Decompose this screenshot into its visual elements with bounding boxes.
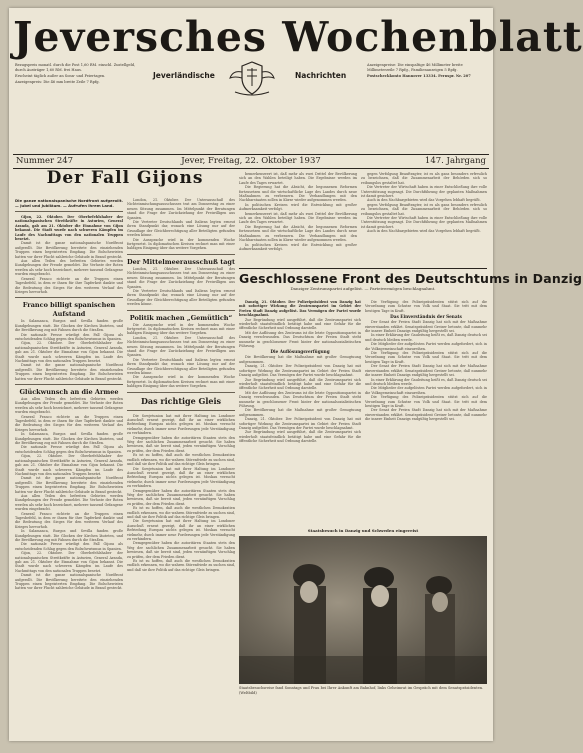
- danzig-column-b: [365, 300, 487, 524]
- dateline: [13, 154, 489, 169]
- photo-image: [239, 536, 487, 684]
- paragraph: gegen Verfolgung Beauftragter, ist es als ganz besonders erfreulich zu bezeichnen, daß die Zusammenarbeit der Behörden sich so reibungslos gestaltet hat.: [361, 172, 487, 185]
- paragraph: Aus allen Teilen des befreiten Gebietes werden Kundgebungen der Freude gemeldet. Die Verluste der Roten werden als sehr hoch bezeichnet, mehrere tausend Gefangene wurden eingebracht.: [15, 493, 123, 512]
- section-heading: Der Mittelmeerausschuß tagt: [127, 257, 235, 266]
- paragraph: bemerkenswert ist, daß mehr als zwei Drittel der Bevölkerung sich an den Wahlen beteiligt haben. Die Ergebnisse werden im Laufe des Tages erwartet.: [239, 211, 357, 225]
- section-heading: Das Einverständnis der Senats: [390, 314, 462, 320]
- subhead: Die ganze nationalspanische Nordfront aufgerollt. — Jubel und Jubiläum. — Aufrufen ihrem Land.: [15, 198, 123, 208]
- issue-date: Jever, Freitag, 22. Oktober 1937: [181, 156, 321, 166]
- paragraph: Danzig, 21. Oktober. Der Polizeipräsident von Danzig hat mit sofortiger Wirkung die Zentrumspartei im Gebiet der Freien Stadt Danzig aufgelöst. Das Vermögen der Partei wurde beschlagnahmt.: [239, 417, 361, 430]
- headline-danzig: [239, 271, 583, 295]
- paragraph: Die Vertreter der Wirtschaft haben in einer Entschließung ihre volle Unterstützung zugesagt. Die Durchführung der geplanten Maßnahmen ist damit gesichert.: [361, 216, 487, 229]
- newspaper-title: Jeversches Wochenblatt: [13, 13, 583, 61]
- headline-text: Geschlossene Front des Deutschtums in Danzig: [239, 271, 583, 286]
- paragraph: In Salamanca, Burgos und Sevilla fanden große Kundgebungen statt. Die Glocken der Kirchen läuteten, und die Bevölkerung zog mit Fahnen durch die Straßen.: [15, 319, 123, 333]
- region-label-left: Jeverländische: [153, 71, 215, 80]
- paragraph: Die Verfügung des Polizeipräsidenten stützt sich auf die Verordnung zum Schutze von Volk und Staat. Sie tritt mit dem heutigen Tage in Kraft.: [365, 300, 487, 313]
- paragraph: Die Vertreter Deutschlands und Italiens legten erneut ihren Standpunkt dar, wonach eine Lösung nur auf der Grundlage der Gleichberechtigung aller Beteiligten gefunden werden könne.: [127, 357, 235, 375]
- paragraph: Die Vertreter Deutschlands und Italiens legten erneut ihren Standpunkt dar, wonach eine Lösung nur auf der Grundlage der Gleichberechtigung aller Beteiligten gefunden werden könne.: [127, 220, 235, 238]
- column-1: [15, 198, 123, 591]
- paragraph: Die Aussprache wird in der kommenden Woche fortgesetzt. In diplomatischen Kreisen rechnet man mit einer baldigen Einigung über das weitere Vorgehen.: [127, 237, 235, 251]
- issue-number: Nummer 247: [16, 156, 74, 166]
- photo-title: Staatsbesuch in Danzig und Schweden eingereist: [307, 528, 419, 533]
- paragraph: Mit der Auflösung des Zentrums ist die letzte Oppositionspartei in Danzig verschwunden. Das Deutschtum der Freien Stadt steht nunmehr in geschlossener Front hinter der nationalsozialistischen Führung.: [239, 390, 361, 408]
- paragraph: In politischen Kreisen wird die Entwicklung mit großer Aufmerksamkeit verfolgt.: [239, 202, 357, 212]
- paragraph: Die Regierung hat die Absicht, die begonnenen Reformen fortzusetzen und die wirtschaftliche Lage des Landes durch neue Maßnahmen zu verbessern. Die Verhandlungen mit den Nachbarstaaten sollen in Kürze wieder aufgenommen werden.: [239, 185, 357, 203]
- paragraph: Die Verfügung des Polizeipräsidenten stützt sich auf die Verordnung zum Schutze von Volk und Staat. Sie tritt mit dem heutigen Tage in Kraft.: [365, 351, 487, 364]
- paragraph: Aus allen Teilen des befreiten Gebietes werden Kundgebungen der Freude gemeldet. Die Verluste der Roten werden als sehr hoch bezeichnet, mehrere tausend Gefangene wurden eingebracht.: [15, 397, 123, 415]
- section-heading: Franco billigt spanischen Aufstand: [22, 301, 116, 319]
- paragraph: Es ist zu hoffen, daß auch die westlichen Demokratien endlich erkennen, wo die wahren Störenfriede zu suchen sind, und daß sie ihre Politik auf das richtige Gleis bringen.: [127, 506, 235, 519]
- section-heading: Politik machen „Gemütlich“: [129, 313, 233, 322]
- paragraph: Zur Begründung wird ausgeführt, daß die Zentrumspartei sich wiederholt staatsfeindlich betätigt habe und eine Gefahr für die öffentliche Sicherheit und Ordnung darstelle.: [239, 377, 361, 391]
- paragraph: Demgegenüber haben die autoritären Staaten stets den Weg der sachlichen Zusammenarbeit gesucht. Sie haben bewiesen, daß sie bereit sind, jeden vernünftigen Vorschlag zu prüfen, der dem Frieden dient.: [127, 541, 235, 559]
- newspaper-page: [9, 8, 583, 741]
- paragraph: Die Mitglieder der aufgelösten Partei werden aufgefordert, sich in die Volksgemeinschaft einzureihen.: [365, 386, 487, 395]
- paragraph: In Salamanca, Burgos und Sevilla fanden große Kundgebungen statt. Die Glocken der Kirchen läuteten, und die Bevölkerung zog mit Fahnen durch die Straßen.: [15, 432, 123, 446]
- paragraph: In einer Erklärung der Gauleitung heißt es, daß Danzig deutsch sei und deutsch bleiben werde.: [365, 377, 487, 386]
- danzig-column-a: [239, 300, 361, 524]
- paragraph: Die Sowjetunion hat mit ihrer Haltung im Londoner Ausschuß erneut gezeigt, daß ihr an einer wirklichen Befriedung Europas nichts gelegen ist. Moskau versucht vielmehr, durch immer neue Forderungen jede Verständigung zu verhindern.: [127, 519, 235, 541]
- region-label-right: Nachrichten: [295, 71, 347, 80]
- paragraph: In Salamanca, Burgos und Sevilla fanden große Kundgebungen statt. Die Glocken der Kirchen läuteten, und die Bevölkerung zog mit Fahnen durch die Straßen.: [15, 529, 123, 542]
- headline-fall-gijons: [15, 168, 235, 194]
- paragraph: Die nationale Presse würdigt den Fall Gijons als entscheidenden Schlag gegen den Bolschewismus in Spanien.: [15, 445, 123, 454]
- paragraph: In politischen Kreisen wird die Entwicklung mit großer Aufmerksamkeit verfolgt.: [239, 242, 357, 251]
- paragraph: Es ist zu hoffen, daß auch die westlichen Demokratien endlich erkennen, wo die wahren Störenfriede zu suchen sind, und daß sie ihre Politik auf das richtige Gleis bringen.: [127, 453, 235, 467]
- paragraph: London, 21. Oktober. Der Unterausschuß des Nichteinmischungsausschusses trat am Donnerstag zu einer neuen Sitzung zusammen. Im Mittelpunkt der Beratungen stand die Frage der Zurückziehung der Freiwilligen aus Spanien.: [127, 266, 235, 289]
- paragraph: Die Regierung hat die Absicht, die begonnenen Reformen fortzusetzen und die wirtschaftliche Lage des Landes durch neue Maßnahmen zu verbessern. Die Verhandlungen mit den Nachbarstaaten sollen in Kürze wieder aufgenommen werden.: [239, 224, 357, 243]
- paragraph: Auch in den Nachbargebieten wird das Vorgehen lebhaft begrüßt.: [367, 198, 481, 203]
- note: Anzeigenpreis: Die 46 mm breite Zeile 7 Rpfg.: [15, 80, 100, 84]
- headline-text: Der Fall Gijons: [46, 168, 204, 188]
- paragraph: General Franco richtete an die Truppen einen Tagesbefehl, in dem er ihnen für ihre Tapferkeit dankte und die Bedeutung des Sieges für den weiteren Verlauf des Krieges hervorhob.: [15, 511, 123, 529]
- coat-of-arms-icon: [227, 58, 277, 100]
- paragraph: Die Verfügung des Polizeipräsidenten stützt sich auf die Verordnung zum Schutze von Volk und Staat. Sie tritt mit dem heutigen Tage in Kraft.: [365, 395, 487, 408]
- masthead: [13, 11, 583, 109]
- paragraph: Auch in den Nachbargebieten wird das Vorgehen lebhaft begrüßt.: [367, 229, 481, 234]
- paragraph: Damit ist die ganze nationalspanische Nordfront aufgerollt. Die Bevölkerung bereitete den einziehenden Truppen einen begeisterten Empfang. Die Bolschewisten hatten vor ihrer Flucht zahlreiche Gebäude in Brand gesteckt.: [15, 573, 123, 591]
- paragraph: Die Aussprache wird in der kommenden Woche fortgesetzt. In diplomatischen Kreisen rechnet man mit einer baldigen Einigung über das weitere Vorgehen.: [127, 375, 235, 389]
- paragraph: General Franco richtete an die Truppen einen Tagesbefehl, in dem er ihnen für ihre Tapferkeit dankte und die Bedeutung des Sieges für den weiteren Verlauf des Krieges hervorhob.: [15, 276, 123, 294]
- paragraph: Gijon, 22. Oktober. Der Oberbefehlshaber der nationalspanischen Streitkräfte in Asturien, General Aranda, gab am 21. Oktober die Einnahme von Gijon bekannt. Die Stadt wurde nach schweren Kämpfen im Laufe des Nachmittags von den nationalen Truppen besetzt.: [15, 341, 123, 363]
- note: Erscheint täglich außer an Sonn- und Feiertagen.: [15, 74, 106, 78]
- paragraph: In einer Erklärung der Gauleitung heißt es, daß Danzig deutsch sei und deutsch bleiben werde.: [365, 333, 487, 342]
- paragraph: Es ist zu hoffen, daß auch die westlichen Demokratien endlich erkennen, wo die wahren Störenfriede zu suchen sind, und daß sie ihre Politik auf das richtige Gleis bringen.: [127, 559, 235, 572]
- paragraph: Danzig, 21. Oktober. Der Polizeipräsident von Danzig hat mit sofortiger Wirkung die Zentrumspartei im Gebiet der Freien Stadt Danzig aufgelöst. Das Vermögen der Partei wurde beschlagnahmt.: [239, 300, 361, 318]
- paragraph: gegen Verfolgung Beauftragter, ist es als ganz besonders erfreulich zu bezeichnen, daß die Zusammenarbeit der Behörden sich so reibungslos gestaltet hat.: [361, 202, 487, 216]
- paragraph: Damit ist die ganze nationalspanische Nordfront aufgerollt. Die Bevölkerung bereitete den einziehenden Truppen einen begeisterten Empfang. Die Bolschewisten hatten vor ihrer Flucht zahlreiche Gebäude in Brand gesteckt.: [15, 476, 123, 494]
- paragraph: Damit ist die ganze nationalspanische Nordfront aufgerollt. Die Bevölkerung bereitete den einziehenden Truppen einen begeisterten Empfang. Die Bolschewisten hatten vor ihrer Flucht zahlreiche Gebäude in Brand gesteckt.: [15, 241, 123, 259]
- note: Bezugspreis monatl. durch die Post 1,60 RM. einschl. Zustellgeld, durch Austräger 1,60 RM. frei Haus.: [15, 63, 136, 72]
- masthead-left-notes: [15, 63, 137, 86]
- section-heading: Glückwunsch an die Armee: [19, 388, 119, 396]
- paragraph: Danzig, 21. Oktober. Der Polizeipräsident von Danzig hat mit sofortiger Wirkung die Zentrumspartei im Gebiet der Freien Stadt Danzig aufgelöst. Das Vermögen der Partei wurde beschlagnahmt.: [239, 364, 361, 378]
- column-3-top: [239, 172, 357, 267]
- paragraph: Der Senat der Freien Stadt Danzig hat sich mit der Maßnahme einverstanden erklärt. Senatspräsident Greiser betonte, daß nunmehr die innere Einheit Danzigs endgültig hergestellt sei.: [365, 364, 487, 378]
- section-headline: Das richtige Gleis: [140, 395, 222, 406]
- paragraph: Der Senat der Freien Stadt Danzig hat sich mit der Maßnahme einverstanden erklärt. Senatspräsident Greiser betonte, daß nunmehr die innere Einheit Danzigs endgültig hergestellt sei.: [365, 408, 487, 422]
- paragraph: Die Mitglieder der aufgelösten Partei werden aufgefordert, sich in die Volksgemeinschaft einzureihen.: [365, 342, 487, 351]
- section-heading: Die Auflösungsverfügung: [270, 349, 330, 355]
- news-photo: [239, 528, 487, 700]
- paragraph: Zur Begründung wird ausgeführt, daß die Zentrumspartei sich wiederholt staatsfeindlich betätigt habe und eine Gefahr für die öffentliche Sicherheit und Ordnung darstelle.: [239, 317, 361, 331]
- paragraph: Die Aussprache wird in der kommenden Woche fortgesetzt. In diplomatischen Kreisen rechnet man mit einer baldigen Einigung über das weitere Vorgehen.: [127, 322, 235, 336]
- column-2: [127, 198, 235, 572]
- paragraph: Die Vertreter Deutschlands und Italiens legten erneut ihren Standpunkt dar, wonach eine Lösung nur auf der Grundlage der Gleichberechtigung aller Beteiligten gefunden werden könne.: [127, 288, 235, 307]
- note: Postscheckkonto Hannover 13334. Fernspr. Nr. 207: [367, 74, 471, 78]
- paragraph: London, 21. Oktober. Der Unterausschuß des Nichteinmischungsausschusses trat am Donnerstag zu einer neuen Sitzung zusammen. Im Mittelpunkt der Beratungen stand die Frage der Zurückziehung der Freiwilligen aus Spanien.: [127, 198, 235, 220]
- paragraph: Damit ist die ganze nationalspanische Nordfront aufgerollt. Die Bevölkerung bereitete den einziehenden Truppen einen begeisterten Empfang. Die Bolschewisten hatten vor ihrer Flucht zahlreiche Gebäude in Brand gesteckt.: [15, 363, 123, 381]
- paragraph: Zur Begründung wird ausgeführt, daß die Zentrumspartei sich wiederholt staatsfeindlich betätigt habe und eine Gefahr für die öffentliche Sicherheit und Ordnung darstelle.: [239, 430, 361, 444]
- paragraph: London, 21. Oktober. Der Unterausschuß des Nichteinmischungsausschusses trat am Donnerstag zu einer neuen Sitzung zusammen. Im Mittelpunkt der Beratungen stand die Frage der Zurückziehung der Freiwilligen aus Spanien.: [127, 335, 235, 358]
- paragraph: Demgegenüber haben die autoritären Staaten stets den Weg der sachlichen Zusammenarbeit gesucht. Sie haben bewiesen, daß sie bereit sind, jeden vernünftigen Vorschlag zu prüfen, der dem Frieden dient.: [127, 435, 235, 453]
- column-4-top: [361, 172, 487, 267]
- note: Anzeigenpreise: Die einspaltige 46 Millimeter breite Millimeterzeile 7 Rpfg., Familienanzeigen 5 Rpfg.: [367, 63, 463, 72]
- paragraph: Mit der Auflösung des Zentrums ist die letzte Oppositionspartei in Danzig verschwunden. Das Deutschtum der Freien Stadt steht nunmehr in geschlossener Front hinter der nationalsozialistischen Führung.: [239, 330, 361, 349]
- subhead: Danziger Zentrumspartei aufgelöst. — Parteivermögen beschlagnahmt.: [290, 286, 436, 291]
- paragraph: bemerkenswert ist, daß mehr als zwei Drittel der Bevölkerung sich an den Wahlen beteiligt haben. Die Ergebnisse werden im Laufe des Tages erwartet.: [239, 172, 357, 185]
- paragraph: Die Bevölkerung hat die Maßnahme mit großer Genugtuung aufgenommen.: [239, 408, 361, 417]
- paragraph: Die nationale Presse würdigt den Fall Gijons als entscheidenden Schlag gegen den Bolschewismus in Spanien.: [15, 332, 123, 341]
- paragraph: Demgegenüber haben die autoritären Staaten stets den Weg der sachlichen Zusammenarbeit gesucht. Sie haben bewiesen, daß sie bereit sind, jeden vernünftigen Vorschlag zu prüfen, der dem Frieden dient.: [127, 488, 235, 506]
- volume-year: 147. Jahrgang: [424, 156, 486, 166]
- photo-caption: Staatsbesuchsreise fand Sonntags und Frau bei Ihrer Ankunft am Bahnhof, links Geheimrat im Gespräch mit dem Senatspräsidenten. (Weltbild): [239, 686, 484, 695]
- paragraph: Die Sowjetunion hat mit ihrer Haltung im Londoner Ausschuß erneut gezeigt, daß ihr an einer wirklichen Befriedung Europas nichts gelegen ist. Moskau versucht vielmehr, durch immer neue Forderungen jede Verständigung zu verhindern.: [127, 413, 235, 436]
- paragraph: Die nationale Presse würdigt den Fall Gijons als entscheidenden Schlag gegen den Bolschewismus in Spanien.: [15, 542, 123, 551]
- paragraph: Die Bevölkerung hat die Maßnahme mit großer Genugtuung aufgenommen.: [239, 355, 361, 364]
- paragraph: Aus allen Teilen des befreiten Gebietes werden Kundgebungen der Freude gemeldet. Die Verluste der Roten werden als sehr hoch bezeichnet, mehrere tausend Gefangene wurden eingebracht.: [15, 259, 123, 277]
- photo-figures-icon: [239, 536, 487, 684]
- paragraph: General Franco richtete an die Truppen einen Tagesbefehl, in dem er ihnen für ihre Tapferkeit dankte und die Bedeutung des Sieges für den weiteren Verlauf des Krieges hervorhob.: [15, 414, 123, 432]
- paragraph: Die Sowjetunion hat mit ihrer Haltung im Londoner Ausschuß erneut gezeigt, daß ihr an einer wirklichen Befriedung Europas nichts gelegen ist. Moskau versucht vielmehr, durch immer neue Forderungen jede Verständigung zu verhindern.: [127, 466, 235, 489]
- paragraph: Gijon, 22. Oktober. Der Oberbefehlshaber der nationalspanischen Streitkräfte in Asturien, General Aranda, gab am 21. Oktober die Einnahme von Gijon bekannt. Die Stadt wurde nach schweren Kämpfen im Laufe des Nachmittags von den nationalen Truppen besetzt.: [15, 551, 123, 573]
- paragraph: Der Senat der Freien Stadt Danzig hat sich mit der Maßnahme einverstanden erklärt. Senatspräsident Greiser betonte, daß nunmehr die innere Einheit Danzigs endgültig hergestellt sei.: [365, 320, 487, 334]
- paragraph: Die Vertreter der Wirtschaft haben in einer Entschließung ihre volle Unterstützung zugesagt. Die Durchführung der geplanten Maßnahmen ist damit gesichert.: [361, 185, 487, 199]
- paragraph: Gijon, 22. Oktober. Der Oberbefehlshaber der nationalspanischen Streitkräfte in Asturien, General Aranda, gab am 21. Oktober die Einnahme von Gijon bekannt. Die Stadt wurde nach schweren Kämpfen im Laufe des Nachmittags von den nationalen Truppen besetzt.: [15, 454, 123, 476]
- paragraph: Gijon, 22. Oktober. Der Oberbefehlshaber der nationalspanischen Streitkräfte in Asturien, General Aranda, gab am 21. Oktober die Einnahme von Gijon bekannt. Die Stadt wurde nach schweren Kämpfen im Laufe des Nachmittags von den nationalen Truppen besetzt.: [15, 215, 123, 242]
- masthead-right-notes: [367, 63, 487, 80]
